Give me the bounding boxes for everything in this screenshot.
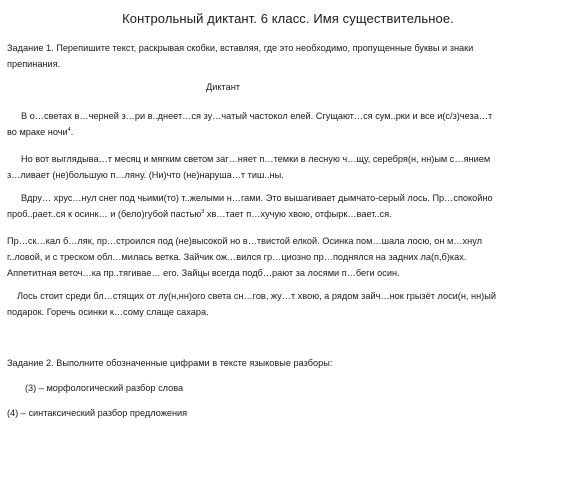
paragraph-2-line-1: Но вот выглядыва…т месяц и мягким светом заг…няет п…темки в лесную ч…щу, серебря(н, нн)ым с…янием [21, 154, 491, 164]
page-title: Контрольный диктант. 6 класс. Имя существительное. [122, 11, 454, 26]
task1-line-1: Задание 1. Перепишите текст, раскрывая скобки, вставляя, где это необходимо, пропущенные буквы и знаки [7, 43, 474, 53]
footnote-marker-4: 4 [67, 126, 71, 133]
paragraph-1-line-1: В о…светах в…черней з…ри в..днеет…ся зу…чатый частокол елей. Сгущают…ся сум..рки и все и(с/з)чеза…т [21, 111, 493, 121]
task2-item-4: (4) – синтаксический разбор предложения [7, 408, 188, 418]
task1-instruction [7, 40, 565, 72]
paragraph-3-line-2-end: хв…тает п…хучую хвою, отфырк…вает..ся. [204, 209, 392, 219]
paragraph-5-line-1: Лось стоит среди бл…стящих от лу(н,нн)ого света сн…гов, жу…т хвою, а рядом зайч…нок грызёт лоси(н, нн)ый [17, 291, 496, 301]
paragraph-5-line-2: подарок. Горечь осинки к…сому слаще сахара. [7, 307, 209, 317]
paragraph-2 [7, 151, 565, 183]
paragraph-4-line-2: г..ловой, и с треском обл…милась ветка. Зайчик ож…вился гр…циозно пр…поднялся на задних ла(п,б)ках. [7, 252, 467, 262]
dictation-subtitle: Диктант [206, 82, 240, 92]
paragraph-3-line-2-start: проб..рает..ся к осинк… и (бело)губой пастью [7, 209, 202, 219]
paragraph-1-line-2-end: . [70, 127, 74, 137]
task2-heading: Задание 2. Выполните обозначенные цифрами в тексте языковые разборы: [7, 358, 333, 368]
footnote-marker-3: 3 [201, 208, 205, 215]
paragraph-4 [7, 233, 565, 281]
paragraph-1-line-2-text: во мраке ночи [7, 127, 68, 137]
paragraph-5 [7, 288, 565, 320]
paragraph-4-line-1: Пр…ск…кал б…ляк, пр…строился под (не)высокой но в…твистой елкой. Осинка пом…шала лосю, он м…хнул [7, 236, 482, 246]
paragraph-3 [7, 190, 565, 222]
task2-item-3: (3) – морфологический разбор слова [25, 383, 184, 393]
paragraph-1 [7, 108, 565, 140]
paragraph-3-line-1: Вдру… хрус…нул снег под чьими(то) т..желыми н…гами. Это вышагивает дымчато-серый лось. Пр…спокойно [21, 193, 493, 203]
paragraph-2-line-2: з…ливает (не)большую п…ляну. (Ни)что (не)наруша…т тиш..ны. [7, 170, 284, 180]
task1-line-2: препинания. [7, 59, 61, 69]
paragraph-1-line-2 [7, 124, 565, 140]
paragraph-4-line-3: Аппетитная веточ…ка пр..тягивае… его. Зайцы всегда подб…рают за лосями п…беги осин. [7, 268, 400, 278]
paragraph-3-line-2 [7, 206, 565, 222]
